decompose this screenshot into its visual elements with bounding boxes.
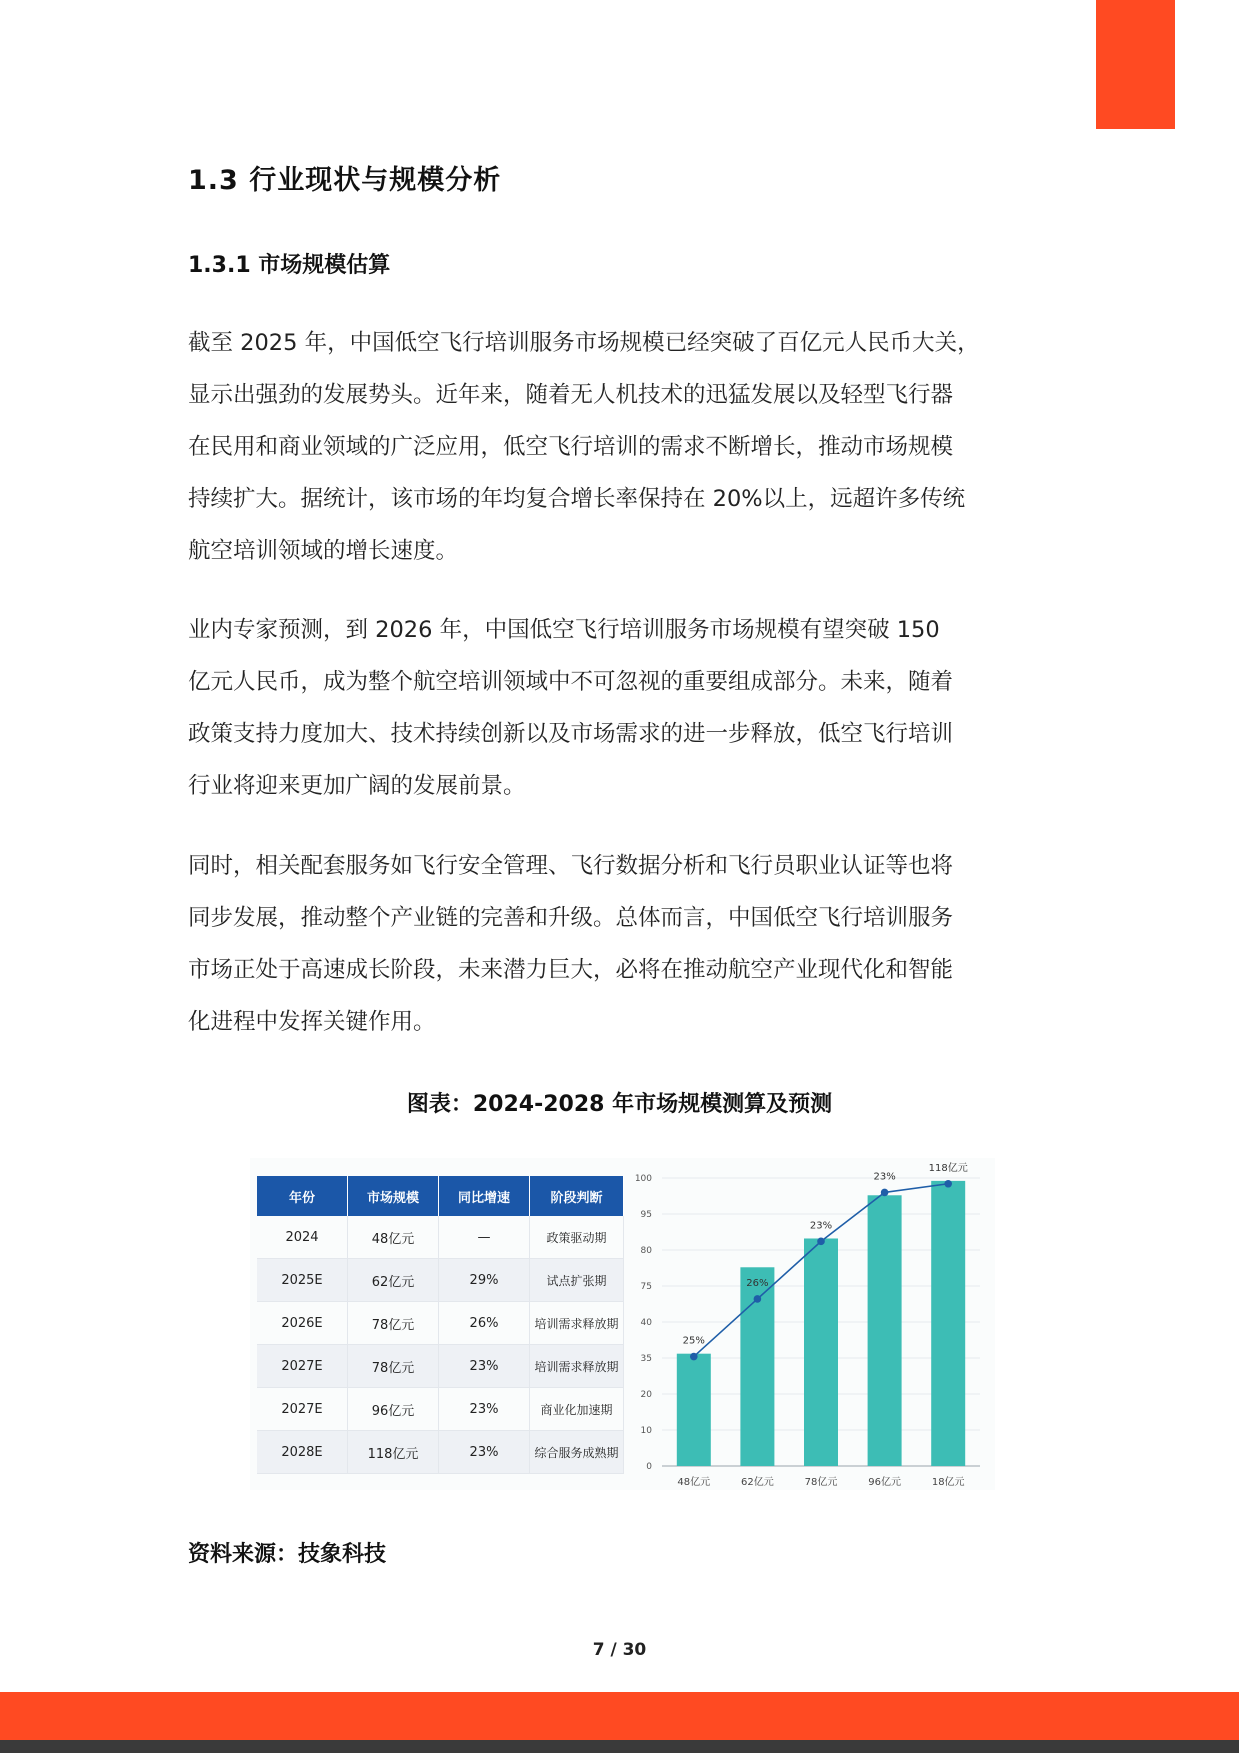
table-header-cell: 市场规模: [348, 1176, 439, 1216]
table-cell: 29%: [439, 1259, 530, 1302]
paragraph-line: 同步发展，推动整个产业链的完善和升级。总体而言，中国低空飞行培训服务: [188, 905, 954, 931]
table-cell: 培训需求释放期: [530, 1302, 624, 1345]
bar: [677, 1354, 711, 1466]
table-cell: 78亿元: [348, 1345, 439, 1388]
paragraph-line: 显示出强劲的发展势头。近年来，随着无人机技术的迅猛发展以及轻型飞行器: [188, 382, 954, 408]
table-cell: 2025E: [257, 1259, 348, 1302]
y-tick-label: 10: [640, 1426, 652, 1436]
trend-point: [881, 1189, 889, 1197]
table-row: [257, 1302, 624, 1345]
table-cell: 2027E: [257, 1388, 348, 1431]
table-row: [257, 1259, 624, 1302]
y-tick-label: 35: [640, 1354, 652, 1364]
table-cell: 96亿元: [348, 1388, 439, 1431]
table-row: [257, 1345, 624, 1388]
market-size-table: [257, 1176, 624, 1474]
bar: [931, 1181, 965, 1466]
figure-title: 图表：2024-2028 年市场规模测算及预测: [406, 1092, 833, 1117]
market-size-chart: [620, 1158, 995, 1490]
y-tick-label: 40: [640, 1318, 652, 1328]
data-label: 23%: [809, 1220, 833, 1232]
paragraph-line: 持续扩大。据统计，该市场的年均复合增长率保持在 20%以上，远超许多传统: [188, 486, 966, 512]
bar: [868, 1195, 902, 1466]
paragraph-line: 航空培训领域的增长速度。: [188, 538, 459, 564]
y-tick-label: 95: [640, 1210, 652, 1220]
table-row: [257, 1388, 624, 1431]
paragraph-line: 同时，相关配套服务如飞行安全管理、飞行数据分析和飞行员职业认证等也将: [188, 853, 954, 879]
y-tick-label: 80: [640, 1246, 652, 1256]
x-tick-label: 18亿元: [931, 1477, 965, 1488]
data-label: 25%: [682, 1335, 705, 1347]
data-label: 26%: [746, 1277, 769, 1289]
table-row: [257, 1431, 624, 1474]
paragraph-line: 在民用和商业领域的广泛应用，低空飞行培训的需求不断增长，推动市场规模: [188, 434, 954, 460]
paragraph-line: 业内专家预测，到 2026 年，中国低空飞行培训服务市场规模有望突破 150: [188, 617, 940, 643]
x-tick-label: 62亿元: [741, 1477, 774, 1488]
table-cell: 26%: [439, 1302, 530, 1345]
trend-point: [754, 1295, 762, 1303]
table-header-cell: 阶段判断: [530, 1176, 624, 1216]
table-cell: 23%: [439, 1388, 530, 1431]
paragraph-2: [188, 604, 1068, 812]
table-cell: 2027E: [257, 1345, 348, 1388]
paragraph-line: 化进程中发挥关键作用。: [188, 1009, 436, 1035]
table-header-row: [257, 1176, 624, 1216]
table-cell: —: [439, 1216, 530, 1259]
table-cell: 试点扩张期: [530, 1259, 624, 1302]
trend-point: [817, 1238, 825, 1246]
y-tick-label: 75: [640, 1282, 652, 1292]
source-note: 资料来源：技象科技: [188, 1542, 387, 1567]
page-number: 7 / 30: [592, 1640, 647, 1660]
x-tick-label: 96亿元: [868, 1477, 901, 1488]
table-cell: 23%: [439, 1431, 530, 1474]
table-cell: 综合服务成熟期: [530, 1431, 624, 1474]
y-tick-label: 20: [640, 1390, 652, 1400]
paragraph-line: 行业将迎来更加广阔的发展前景。: [188, 773, 526, 799]
market-figure: [250, 1158, 995, 1490]
trend-point: [690, 1353, 698, 1361]
corner-accent-tab: [1096, 0, 1175, 129]
table-cell: 政策驱动期: [530, 1216, 624, 1259]
table-cell: 培训需求释放期: [530, 1345, 624, 1388]
data-label: 23%: [873, 1171, 896, 1183]
table-cell: 48亿元: [348, 1216, 439, 1259]
y-tick-label: 100: [634, 1174, 652, 1184]
paragraph-line: 市场正处于高速成长阶段，未来潜力巨大，必将在推动航空产业现代化和智能: [188, 957, 954, 983]
table-cell: 商业化加速期: [530, 1388, 624, 1431]
footer-dark-strip: [0, 1740, 1239, 1753]
table-cell: 2026E: [257, 1302, 348, 1345]
x-tick-label: 78亿元: [804, 1477, 838, 1488]
table-cell: 78亿元: [348, 1302, 439, 1345]
trend-point: [944, 1180, 952, 1188]
section-heading: 1.3 行业现状与规模分析: [188, 165, 502, 196]
paragraph-line: 亿元人民币，成为整个航空培训领域中不可忽视的重要组成部分。未来，随着: [188, 669, 954, 695]
table-cell: 62亿元: [348, 1259, 439, 1302]
table-cell: 118亿元: [348, 1431, 439, 1474]
subsection-heading: 1.3.1 市场规模估算: [188, 253, 391, 278]
y-tick-label: 0: [646, 1462, 652, 1472]
paragraph-line: 截至 2025 年，中国低空飞行培训服务市场规模已经突破了百亿元人民币大关，: [188, 330, 980, 356]
table-cell: 2024: [257, 1216, 348, 1259]
bar: [804, 1238, 838, 1466]
table-header-cell: 年份: [257, 1176, 348, 1216]
table-header-cell: 同比增速: [439, 1176, 530, 1216]
paragraph-line: 政策支持力度加大、技术持续创新以及市场需求的进一步释放，低空飞行培训: [188, 721, 954, 747]
table-cell: 23%: [439, 1345, 530, 1388]
table-row: [257, 1216, 624, 1259]
data-label: 118亿元: [928, 1162, 968, 1174]
x-tick-label: 48亿元: [677, 1477, 711, 1488]
paragraph-1: [188, 317, 1068, 577]
paragraph-3: [188, 840, 1068, 1048]
table-cell: 2028E: [257, 1431, 348, 1474]
footer-accent-bar: [0, 1692, 1239, 1740]
